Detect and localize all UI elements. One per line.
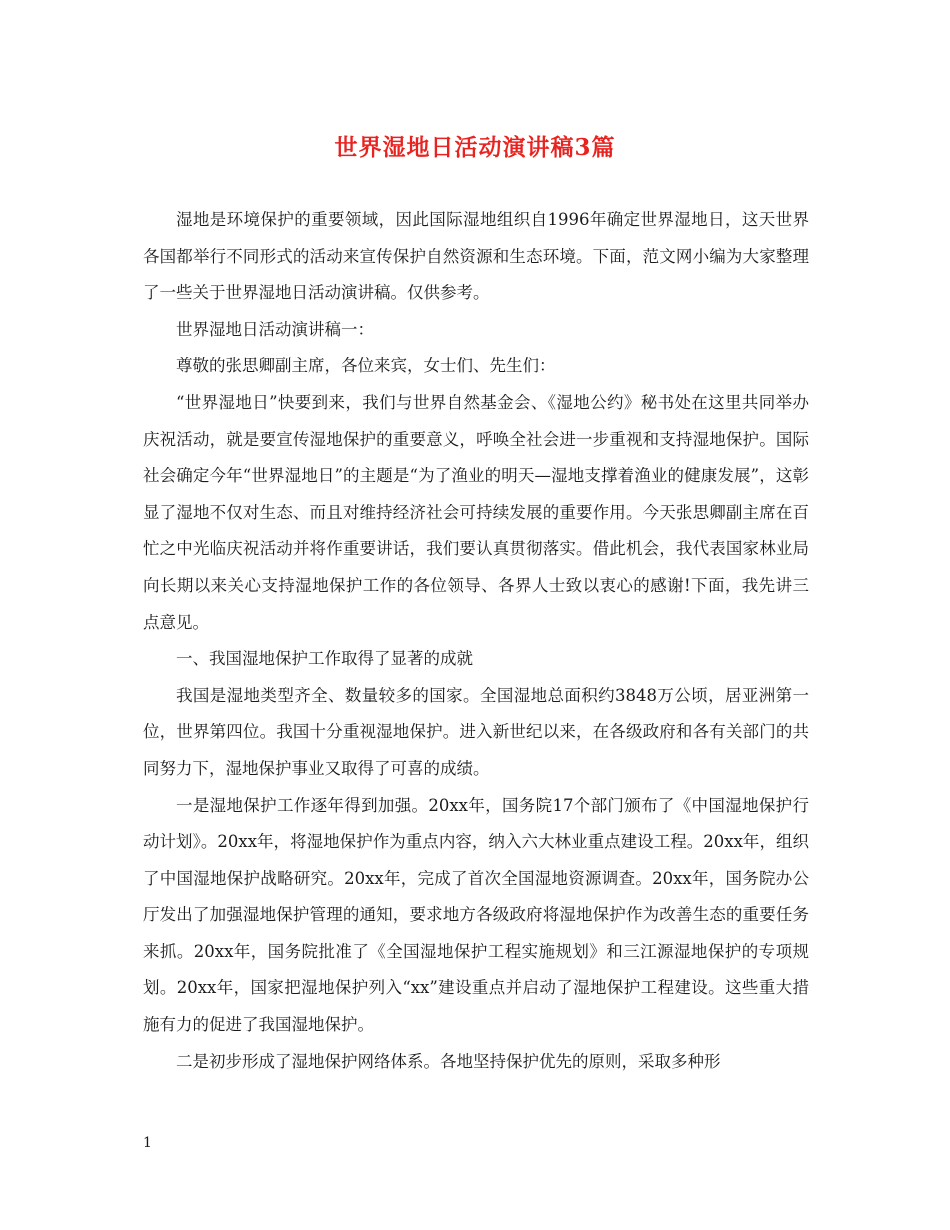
paragraph-section-heading-1: 一、我国湿地保护工作取得了显著的成就 (176, 649, 473, 669)
paragraph-speech-heading: 世界湿地日活动演讲稿一： (176, 319, 374, 339)
paragraph-opening: “世界湿地日”快要到来，我们与世界自然基金会、《湿地公约》秘书处在这里共同举办庆祝活动，就是要宣传湿地保护的重要意义，呼唤全社会进一步重视和支持湿地保护。国际社会确定今年“世界湿地日”的主题是“为了渔业的明天—湿地支撑着渔业的健康发展”，这彰显了湿地不仅对生态、而且对维持经济社会可持续发展的重要作用。今天张思卿副主席在百忙之中光临庆祝活动并将作重要讲话，我们要认真贯彻落实。借此机会，我代表国家林业局向长期以来关心支持湿地保护工作的各位领导、各界人士致以衷心的感谢!下面，我先讲三点意见。 (143, 392, 809, 632)
document-title: 世界湿地日活动演讲稿3篇 (334, 134, 616, 161)
paragraph-point-one: 一是湿地保护工作逐年得到加强。20xx年，国务院17个部门颁布了《中国湿地保护行动计划》。20xx年，将湿地保护作为重点内容，纳入六大林业重点建设工程。20xx年，组织了中国湿地保护战略研究。20xx年，完成了首次全国湿地资源调查。20xx年，国务院办公厅发出了加强湿地保护管理的通知，要求地方各级政府将湿地保护作为改善生态的重要任务来抓。20xx年，国务院批准了《全国湿地保护工程实施规划》和三江源湿地保护的专项规划。20xx年，国家把湿地保护列入“xx”建设重点并启动了湿地保护工程建设。这些重大措施有力的促进了我国湿地保护。 (143, 795, 809, 1035)
paragraph-point-two: 二是初步形成了湿地保护网络体系。各地坚持保护优先的原则，采取多种形 (176, 1051, 721, 1071)
page-number: 1 (143, 1135, 152, 1151)
paragraph-intro: 湿地是环境保护的重要领域，因此国际湿地组织自1996年确定世界湿地日，这天世界各国都举行不同形式的活动来宣传保护自然资源和生态环境。下面，范文网小编为大家整理了一些关于世界湿地日活动演讲稿。仅供参考。 (143, 210, 809, 303)
paragraph-salutation: 尊敬的张思卿副主席，各位来宾，女士们、先生们： (176, 356, 556, 376)
paragraph-wetland-overview: 我国是湿地类型齐全、数量较多的国家。全国湿地总面积约3848万公顷，居亚洲第一位，世界第四位。我国十分重视湿地保护。进入新世纪以来，在各级政府和各有关部门的共同努力下，湿地保护事业又取得了可喜的成绩。 (143, 685, 809, 778)
document-body (143, 202, 809, 1080)
